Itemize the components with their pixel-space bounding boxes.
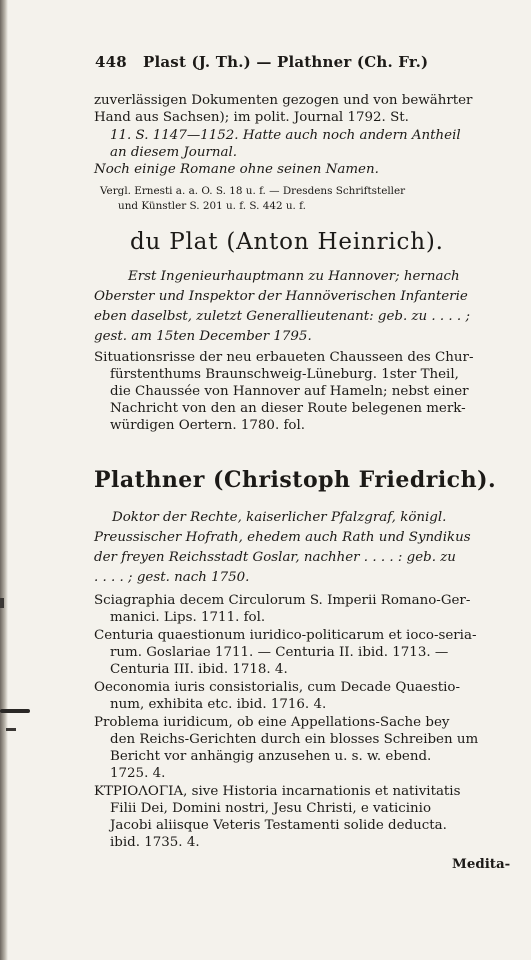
entry2-work-line: würdigen Oertern. 1780. fol.	[110, 418, 306, 433]
entry3-bio-line: Preussischer Hofrath, ehedem auch Rath und Syndikus	[94, 530, 471, 545]
page-number: 448	[95, 53, 127, 71]
entry3-work-line: manici. Lips. 1711. fol.	[110, 610, 266, 625]
catchword: Medita-	[452, 856, 511, 872]
entry2-bio-line: gest. am 15ten December 1795.	[94, 329, 312, 344]
entry1-line: an diesem Journal.	[110, 145, 237, 160]
entry1-reference: und Künstler S. 201 u. f. S. 442 u. f.	[118, 200, 306, 212]
entry3-bio-line: der freyen Reichsstadt Goslar, nachher . . . . : geb. zu	[94, 550, 456, 565]
entry3-work-line: Bericht vor anhängig anzusehen u. s. w. ebend.	[110, 749, 432, 764]
entry2-work-line: fürstenthums Braunschweig-Lüneburg. 1ster Theil,	[110, 367, 459, 382]
entry2-bio-line: eben daselbst, zuletzt Generallieutenant: geb. zu . . . . ;	[94, 309, 470, 324]
entry3-work-line: Centuria III. ibid. 1718. 4.	[110, 662, 288, 677]
entry1-line: zuverlässigen Dokumenten gezogen und von bewährter Hand aus Sachsen); im polit. Journal 1792. St.	[94, 93, 473, 125]
entry1-line: Noch einige Romane ohne seinen Namen.	[94, 162, 379, 177]
entry2-work-line: die Chaussée von Hannover auf Hameln; nebst einer	[110, 384, 469, 399]
entry3-work-line: ibid. 1735. 4.	[110, 835, 200, 850]
entry3-work-line: rum. Goslariae 1711. — Centuria II. ibid. 1713. —	[110, 645, 449, 660]
page-binding-shadow	[0, 0, 8, 960]
entry3-work-line: Centuria quaestionum iuridico-politicarum et ioco-seria-	[94, 628, 477, 643]
entry3-work-line: Jacobi aliisque Veteris Testamenti solide deducta.	[110, 818, 447, 833]
entry1-line: 11. S. 1147—1152. Hatte auch noch andern Antheil	[110, 128, 461, 143]
entry3-work-line: num, exhibita etc. ibid. 1716. 4.	[110, 697, 327, 712]
entry2-work-line: Situationsrisse der neu erbaueten Chausseen des Chur-	[94, 350, 474, 365]
entry3-work-line: Oeconomia iuris consistorialis, cum Decade Quaestio-	[94, 680, 460, 695]
entry3-work-line: Filii Dei, Domini nostri, Jesu Christi, e vaticinio	[110, 801, 432, 816]
entry3-work-line: Sciagraphia decem Circulorum S. Imperii Romano-Ger-	[94, 593, 471, 608]
entry3-bio-line: . . . . ; gest. nach 1750.	[94, 570, 250, 585]
entry2-bio-line: Oberster und Inspektor der Hannöverischen Infanterie	[94, 289, 468, 304]
entry1-reference: Vergl. Ernesti a. a. O. S. 18 u. f. — Dresdens Schriftsteller	[100, 185, 406, 197]
entry3-work-line: ΚΤΡΙΟΛΟΓΙΑ, sive Historia incarnationis et nativitatis	[94, 784, 461, 799]
entry3-title: Plathner (Christoph Friedrich).	[94, 467, 497, 493]
edge-ink-mark	[0, 598, 4, 608]
entry3-work-line: 1725. 4.	[110, 766, 166, 781]
entry2-title: du Plat (Anton Heinrich).	[130, 229, 444, 255]
entry2-work-line: Nachricht von den an dieser Route belegenen merk-	[110, 401, 466, 416]
entry3-work-line: Problema iuridicum, ob eine Appellations-Sache bey	[94, 715, 450, 730]
entry3-bio-line: Doktor der Rechte, kaiserlicher Pfalzgraf, königl.	[112, 510, 447, 525]
edge-ink-mark	[6, 728, 16, 731]
entry3-work-line: den Reichs-Gerichten durch ein blosses Schreiben um	[110, 732, 479, 747]
running-title: Plast (J. Th.) — Plathner (Ch. Fr.)	[143, 53, 429, 71]
edge-ink-mark	[0, 709, 30, 713]
entry2-bio-line: Erst Ingenieurhauptmann zu Hannover; hernach	[128, 269, 460, 284]
